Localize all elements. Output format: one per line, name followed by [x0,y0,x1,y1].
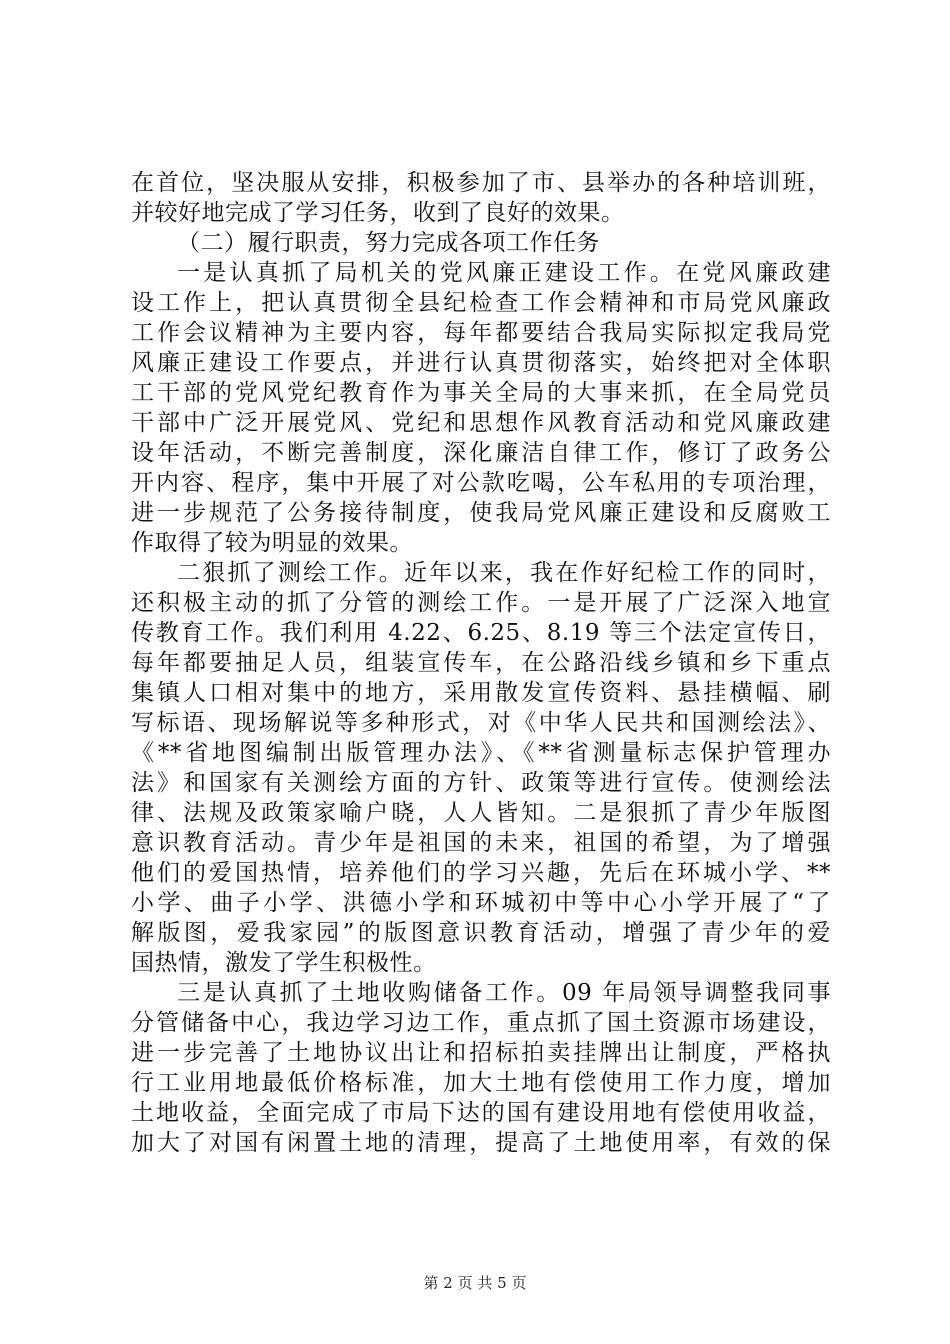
text-line: 集镇人口相对集中的地方，采用散发宣传资料、悬挂横幅、刷 [131,680,831,706]
text-line: 工干部的党风党纪教育作为事关全局的大事来抓，在全局党员 [131,380,831,406]
text-line: 设年活动，不断完善制度，深化廉洁自律工作，修订了政务公 [131,440,831,466]
section-heading: （二）履行职责，努力完成各项工作任务 [177,230,600,256]
text-line: 一是认真抓了局机关的党风廉正建设工作。在党风廉政建 [177,260,831,286]
text-line: 进一步完善了土地协议出让和招标拍卖挂牌出让制度，严格执 [131,1040,831,1066]
text-line: 干部中广泛开展党风、党纪和思想作风教育活动和党风廉政建 [131,410,831,436]
text-line: 作取得了较为明显的效果。 [131,530,413,556]
text-line: 意识教育活动。青少年是祖国的未来，祖国的希望，为了增强 [131,830,831,856]
text-line: 律、法规及政策家喻户晓，人人皆知。二是狠抓了青少年版图 [131,800,831,826]
text-line: 写标语、现场解说等多种形式，对《中华人民共和国测绘法》、 [131,710,831,736]
text-line: 进一步规范了公务接待制度，使我局党风廉正建设和反腐败工 [131,500,831,526]
text-line: 他们的爱国热情，培养他们的学习兴趣，先后在环城小学、** [131,860,831,886]
text-line: 开内容、程序，集中开展了对公款吃喝，公车私用的专项治理， [131,470,831,496]
text-line: 小学、曲子小学、洪德小学和环城初中等中心小学开展了“了 [131,890,831,916]
text-line: 二狠抓了测绘工作。近年以来，我在作好纪检工作的同时， [177,560,831,586]
text-line: 解版图，爱我家园”的版图意识教育活动，增强了青少年的爱 [131,920,831,946]
text-line: 《**省地图编制出版管理办法》、《**省测量标志保护管理办 [131,740,831,766]
text-line: 传教育工作。我们利用 4.22、6.25、8.19 等三个法定宣传日， [131,620,831,646]
text-line: 风廉正建设工作要点，并进行认真贯彻落实，始终把对全体职 [131,350,831,376]
text-line: 在首位，坚决服从安排，积极参加了市、县举办的各种培训班， [131,170,831,196]
text-line: 工作会议精神为主要内容，每年都要结合我局实际拟定我局党 [131,320,831,346]
text-line: 加大了对国有闲置土地的清理，提高了土地使用率，有效的保 [131,1130,831,1156]
text-line: 法》和国家有关测绘方面的方针、政策等进行宣传。使测绘法 [131,770,831,796]
text-line: 每年都要抽足人员，组装宣传车，在公路沿线乡镇和乡下重点 [131,650,831,676]
text-line: 国热情，激发了学生积极性。 [131,950,437,976]
text-line: 还积极主动的抓了分管的测绘工作。一是开展了广泛深入地宣 [131,590,831,616]
page-number-footer: 第 2 页 共 5 页 [423,1274,527,1292]
text-line: 三是认真抓了土地收购储备工作。09 年局领导调整我同事 [177,980,831,1006]
text-line: 设工作上，把认真贯彻全县纪检查工作会精神和市局党风廉政 [131,290,831,316]
text-line: 土地收益，全面完成了市局下达的国有建设用地有偿使用收益， [131,1100,831,1126]
text-line: 并较好地完成了学习任务，收到了良好的效果。 [131,200,625,226]
body-text [131,168,831,1158]
text-line: 行工业用地最低价格标准，加大土地有偿使用工作力度，增加 [131,1070,831,1096]
text-line: 分管储备中心，我边学习边工作，重点抓了国土资源市场建设， [131,1010,831,1036]
